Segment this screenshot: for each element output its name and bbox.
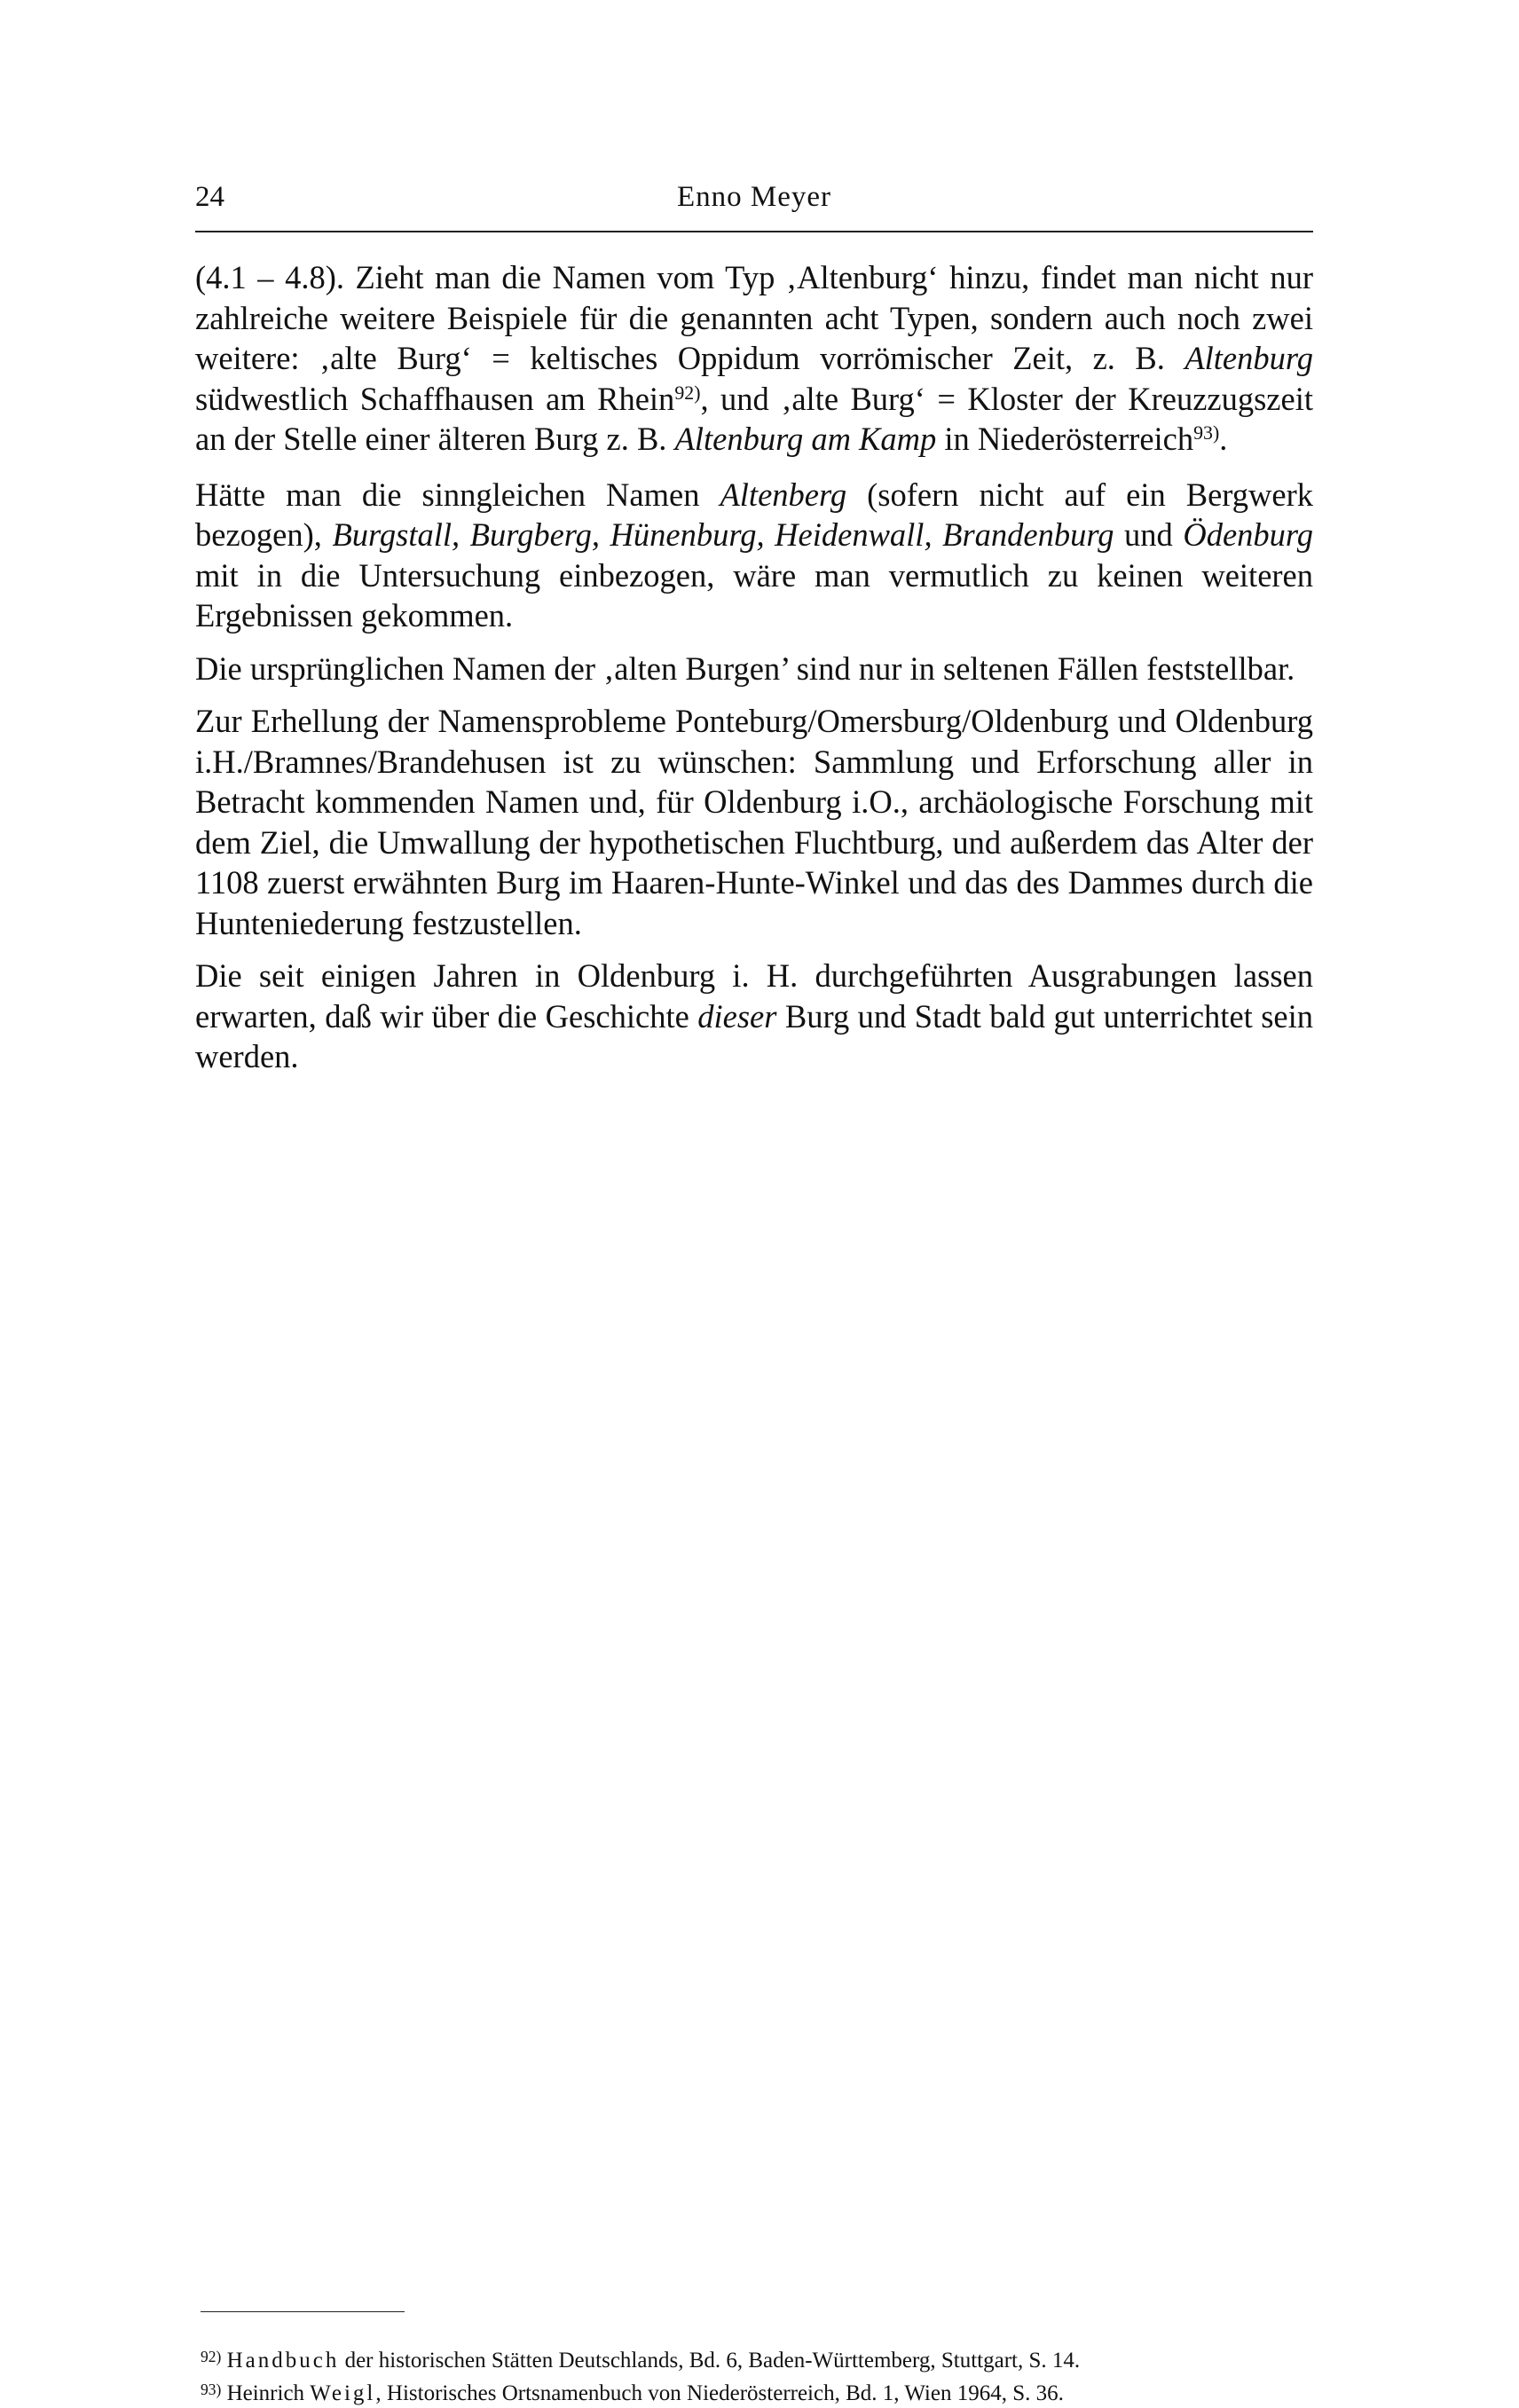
footnote-mark: 92) — [201, 2348, 222, 2365]
p1-text-a: (4.1 – 4.8). Zieht man die Namen vom Typ ‚Altenburg‘ hinzu, findet man nicht nur zahlreiche weitere Beispiele für die genannten acht Typen, sondern auch noch zwei weitere: ‚alte Burg‘ = keltisches Oppidum vorrömischer Zeit, z. B. — [195, 259, 1313, 376]
paragraph-1 — [195, 257, 1313, 460]
p1-text-i: . — [1219, 421, 1228, 457]
p1-text-g: in Niederösterreich — [944, 421, 1194, 457]
p1-place-altenburg: Altenburg — [1185, 340, 1313, 376]
footnote-author-last: Weigl — [310, 2381, 376, 2406]
p2-text-a: Hätte man die sinngleichen Namen — [195, 476, 700, 513]
p5-text-c: Burg und Stadt bald gut unterrichtet sein werden. — [195, 997, 1314, 1074]
p2-text-g: mit in die Untersuchung einbezogen, wäre man vermutlich zu keinen weiteren Ergebnissen gekommen. — [195, 556, 1313, 633]
page-number: 24 — [195, 181, 224, 213]
footnote-text: der historischen Stätten Deutschlands, Bd. 6, Baden-Württemberg, Stuttgart, S. 14. — [344, 2349, 1081, 2373]
p2-name-odenburg: Ödenburg — [1183, 516, 1314, 553]
paragraph-4: Zur Erhellung der Namensprobleme Ponteburg/Omersburg/Oldenburg und Oldenburg i.H./Bramnes/Brandehusen ist zu wünschen: Sammlung und Erforschung aller in Betracht kommenden Namen und, für Oldenburg i.O., archäologische Forschung mit dem Ziel, die Umwallung der hypothetischen Fluchtburg, und außerdem das Alter der 1108 zuerst erwähnten Burg im Haaren-Hunte-Winkel und das des Dammes durch die Hunteniederung festzustellen. — [195, 703, 1313, 941]
footnote-93 — [201, 2375, 1318, 2408]
main-text — [195, 257, 1313, 1090]
footnote-mark: 93) — [201, 2380, 222, 2399]
footnotes — [201, 2342, 1318, 2408]
footnote-author-first: Heinrich — [226, 2381, 305, 2406]
running-head-author: Enno Meyer — [676, 181, 832, 213]
p2-name-altenberg: Altenberg — [720, 476, 847, 513]
footnote-text: , Historisches Ortsnamenbuch von Niederösterreich, Bd. 1, Wien 1964, S. 36. — [375, 2381, 1064, 2406]
footnote-ref-92[interactable]: 92) — [674, 381, 701, 404]
paragraph-5 — [195, 956, 1313, 1077]
p1-place-altenburg-am-kamp: Altenburg am Kamp — [674, 421, 937, 457]
p5-text-a: Die seit einigen Jahren in Oldenburg i. H. durchgeführten Ausgrabungen lassen erwarten, daß wir über die Geschichte — [195, 957, 1313, 1035]
paragraph-2 — [195, 475, 1313, 636]
footnote-ref-93[interactable]: 93) — [1193, 421, 1220, 444]
p1-text-c: südwestlich Schaffhausen am Rhein — [195, 380, 675, 417]
page-header — [195, 177, 1313, 232]
paragraph-3: Die ursprünglichen Namen der ‚alten Burgen’ sind nur in seltenen Fällen feststellbar. — [195, 649, 1295, 687]
p2-text-e: und — [1124, 516, 1173, 553]
footnote-divider — [201, 2311, 405, 2312]
p5-word-dieser: dieser — [697, 997, 777, 1035]
footnote-92 — [201, 2342, 1318, 2375]
p2-text-c: (sofern nicht auf ein Bergwerk bezogen), — [195, 476, 1314, 553]
p2-name-list: Burgstall, Burgberg, Hünenburg, Heidenwall, Brandenburg — [332, 516, 1114, 553]
footnote-spaced-title: Handbuch — [226, 2349, 340, 2373]
p1-text-e: , und ‚alte Burg‘ = Kloster der Kreuzzugszeit an der Stelle einer älteren Burg z. B. — [195, 380, 1313, 457]
